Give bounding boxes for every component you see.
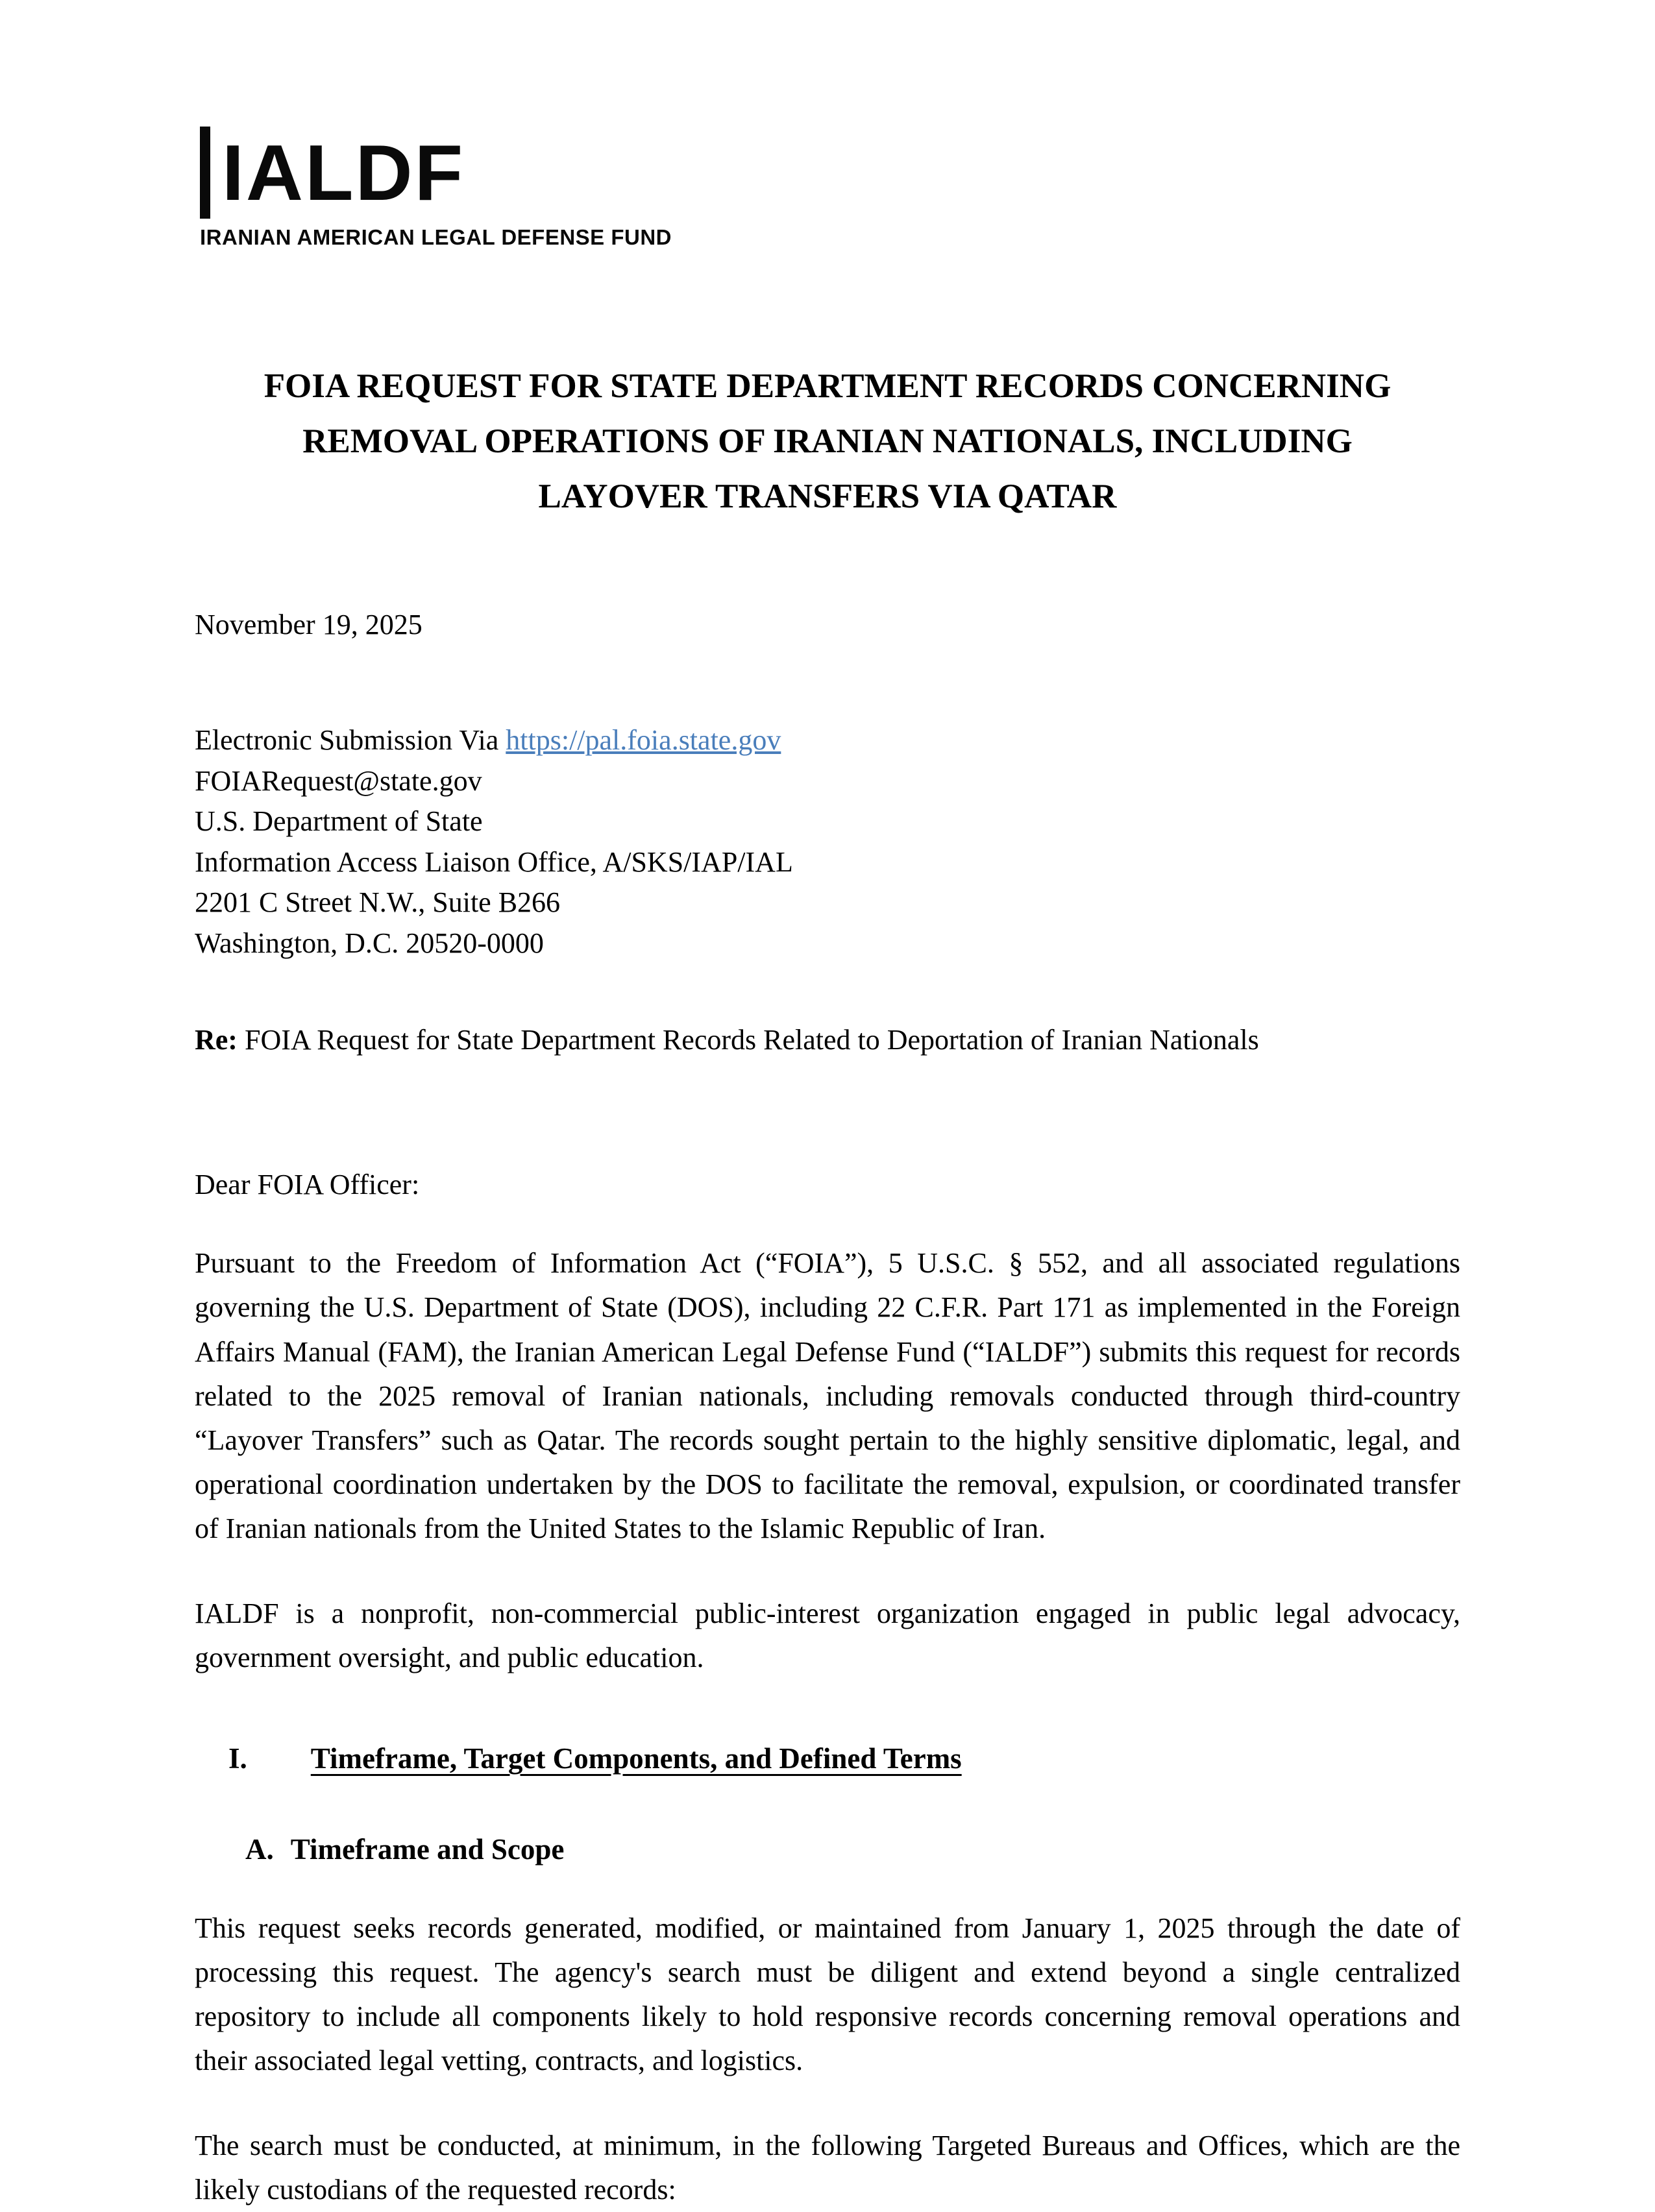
letterhead-logo [200, 127, 1460, 250]
page-title-line-2: REMOVAL OPERATIONS OF IRANIAN NATIONALS, INCLUDING [302, 422, 1353, 460]
address-line-department: U.S. Department of State [195, 805, 483, 838]
address-line-city: Washington, D.C. 20520-0000 [195, 927, 544, 959]
submission-portal-link[interactable]: https://pal.foia.state.gov [506, 724, 781, 757]
subsection-a-heading [245, 1832, 1460, 1866]
page-title-line-1: FOIA REQUEST FOR STATE DEPARTMENT RECORDS CONCERNING [264, 367, 1391, 405]
page-title [195, 359, 1460, 524]
logo-wordmark: IALDF [222, 128, 465, 217]
re-line [195, 1023, 1460, 1056]
address-line-email: FOIARequest@state.gov [195, 764, 482, 797]
address-line-submission [195, 720, 1460, 760]
address-block [195, 720, 1460, 964]
address-line-office: Information Access Liaison Office, A/SKS/IAP/IAL [195, 845, 793, 878]
page-title-line-3: LAYOVER TRANSFERS VIA QATAR [538, 477, 1117, 515]
address-line-street: 2201 C Street N.W., Suite B266 [195, 886, 561, 919]
section-1-paragraph-1: This request seeks records generated, modified, or maintained from January 1, 2025 through the date of processing this request. The agency's search must be diligent and extend beyond a single centralized repository to include all components likely to hold responsive records concerning removal operations and their associated legal vetting, contracts, and logistics. [195, 1912, 1460, 2077]
date-line: November 19, 2025 [195, 609, 423, 641]
re-text: FOIA Request for State Department Records Related to Deportation of Iranian Nationals [237, 1024, 1259, 1056]
body-paragraph-1: Pursuant to the Freedom of Information Act (“FOIA”), 5 U.S.C. § 552, and all associated regulations governing the U.S. Department of State (DOS), including 22 C.F.R. Part 171 as implemented in the Foreign Affairs Manual (FAM), the Iranian American Legal Defense Fund (“IALDF”) submits this request for records related to the 2025 removal of Iranian nationals, including removals conducted through third-country “Layover Transfers” such as Qatar. The records sought pertain to the highly sensitive diplomatic, legal, and operational coordination undertaken by the DOS to facilitate the removal, expulsion, or coordinated transfer of Iranian nationals from the United States to the Islamic Republic of Iran. [195, 1247, 1460, 1545]
logo-wordmark-row [200, 127, 1460, 219]
salutation: Dear FOIA Officer: [195, 1169, 420, 1201]
subsection-a-number: A. [245, 1832, 274, 1866]
subsection-a-title: Timeframe and Scope [290, 1832, 565, 1866]
section-1-title: Timeframe, Target Components, and Defined Terms [310, 1742, 962, 1775]
section-1-heading [195, 1742, 1460, 1775]
submission-label: Electronic Submission Via [195, 724, 506, 757]
body-paragraph-2: IALDF is a nonprofit, non-commercial public-interest organization engaged in public legal advocacy, government oversight, and public education. [195, 1597, 1460, 1673]
section-1-paragraph-2: The search must be conducted, at minimum, in the following Targeted Bureaus and Offices, which are the likely custodians of the requested records: [195, 2129, 1460, 2206]
logo-tagline: IRANIAN AMERICAN LEGAL DEFENSE FUND [200, 225, 672, 249]
logo-bar-icon [200, 127, 210, 219]
section-1-number: I. [228, 1742, 247, 1775]
re-label: Re: [195, 1024, 238, 1056]
